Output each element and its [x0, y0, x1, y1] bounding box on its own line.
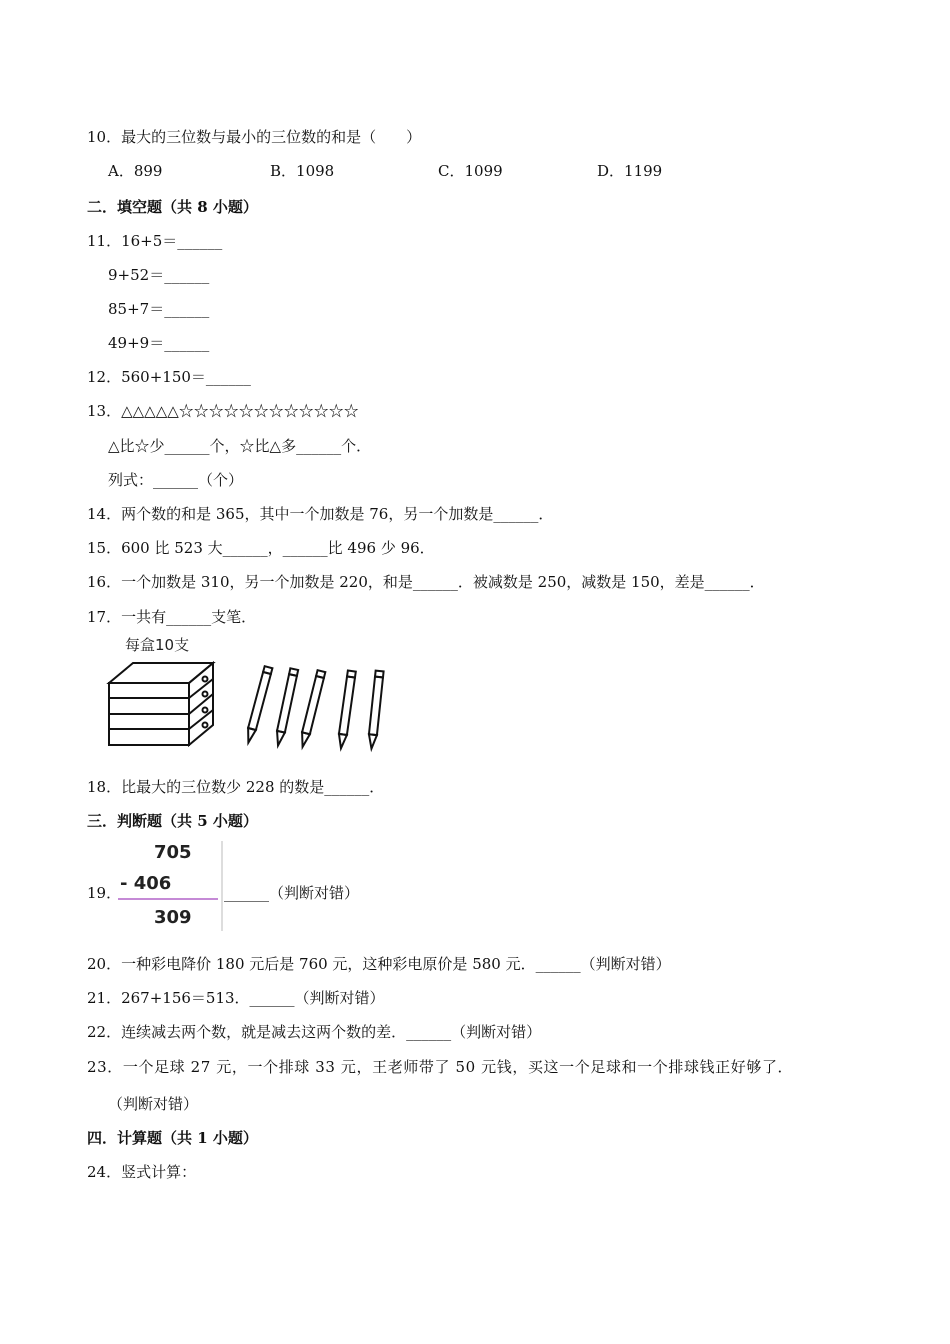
box-label: 每盒10支	[125, 636, 190, 654]
q19-subtraction-figure	[118, 839, 224, 931]
pencil-icon	[367, 671, 383, 749]
q19-number: 19．	[87, 884, 122, 902]
q23-line-2: （判断对错）	[108, 1095, 199, 1113]
section-3-heading: 三．判断题（共 5 小题）	[87, 812, 258, 830]
q10-option-a: A．899	[108, 162, 163, 180]
q10-option-d: D．1199	[597, 162, 663, 180]
q10-option-c: C．1099	[438, 162, 503, 180]
section-2-heading: 二．填空题（共 8 小题）	[87, 198, 258, 216]
q13-compare: △比☆少______个，☆比△多______个．	[108, 437, 372, 455]
q19-top-number: 705	[154, 842, 192, 863]
stacked-boxes-icon	[109, 663, 213, 745]
pencil-icon	[245, 666, 273, 743]
q13-shapes: 13．△△△△△☆☆☆☆☆☆☆☆☆☆☆☆	[87, 402, 359, 420]
q11-line-4: 49+9＝______	[108, 334, 210, 352]
q19-subtrahend: - 406	[120, 873, 172, 894]
q18: 18．比最大的三位数少 228 的数是______．	[87, 778, 385, 796]
q19-tail: ______（判断对错）	[224, 884, 360, 902]
q19-result: 309	[154, 907, 192, 928]
pencil-icon	[299, 670, 326, 748]
pencil-icon-group	[245, 666, 384, 749]
q21: 21．267+156＝513．______（判断对错）	[87, 989, 385, 1007]
q10-stem: 10．最大的三位数与最小的三位数的和是（ ）	[87, 128, 422, 146]
q11-line-3: 85+7＝______	[108, 300, 210, 318]
q10-option-b: B．1098	[270, 162, 335, 180]
pencil-icon	[274, 668, 298, 746]
q23-line-1: 23．一个足球 27 元，一个排球 33 元，王老师带了 50 元钱，买这一个足球和一个排球钱正好够了．	[87, 1058, 794, 1076]
q22: 22．连续减去两个数，就是减去这两个数的差．______（判断对错）	[87, 1023, 542, 1041]
q12: 12．560+150＝______	[87, 368, 251, 386]
pencil-boxes-figure	[105, 633, 395, 753]
q16: 16．一个加数是 310，另一个加数是 220，和是______．被减数是 250，减数是 150，差是______．	[87, 573, 765, 591]
section-4-heading: 四．计算题（共 1 小题）	[87, 1129, 258, 1147]
q14: 14．两个数的和是 365，其中一个加数是 76，另一个加数是______．	[87, 505, 554, 523]
q20: 20．一种彩电降价 180 元后是 760 元，这种彩电原价是 580 元．______（判断对错）	[87, 955, 671, 973]
q24: 24．竖式计算：	[87, 1163, 197, 1181]
pencil-icon	[337, 671, 356, 749]
q11-line-2: 9+52＝______	[108, 266, 210, 284]
q11-line-1: 11．16+5＝______	[87, 232, 223, 250]
q15: 15．600 比 523 大______，______比 496 少 96．	[87, 539, 435, 557]
q13-formula: 列式：______（个）	[108, 471, 244, 489]
q17-text: 17．一共有______支笔．	[87, 608, 257, 626]
